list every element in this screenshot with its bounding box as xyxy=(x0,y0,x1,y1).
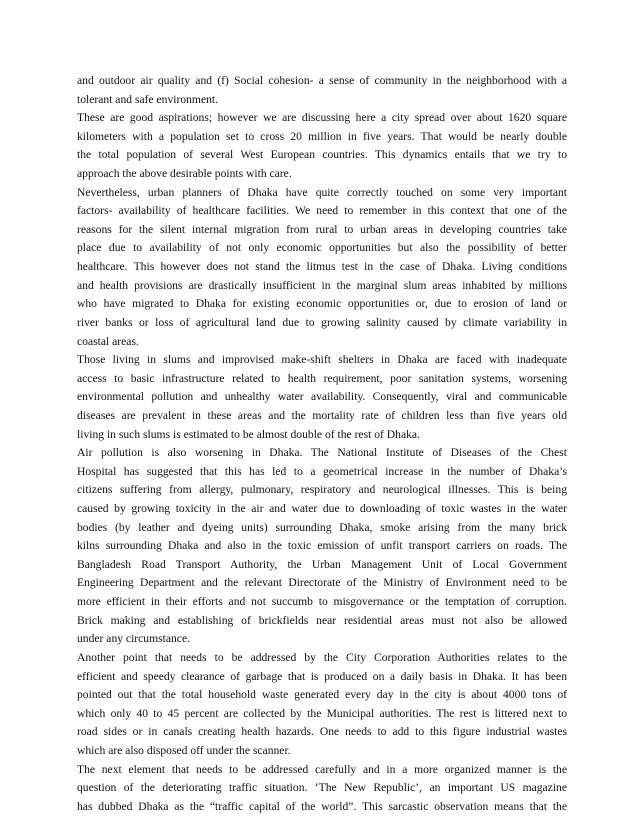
text-line: healthcare. This however does not stand the litmus test in the case of Dhaka. Living conditions xyxy=(77,260,567,274)
text-line: Hospital has suggested that this has led to a geometrical increase in the number of Dhaka’s xyxy=(77,464,567,478)
text-line: which are also disposed off under the scanner. xyxy=(77,743,291,757)
text-line: citizens suffering from allergy, pulmonary, respiratory and neurological illnesses. This is being xyxy=(77,483,567,497)
text-line: Engineering Department and the relevant Directorate of the Ministry of Environment need to be xyxy=(77,576,567,590)
text-line: reasons for the silent internal migration from rural to urban areas in developing countries take xyxy=(77,222,567,236)
text-line: caused by growing toxicity in the air and water due to downloading of toxic wastes in the water xyxy=(77,502,567,516)
text-line: river banks or loss of agricultural land due to growing salinity caused by climate variability in xyxy=(77,315,567,329)
text-line: Brick making and establishing of brickfields near residential areas must not also be allowed xyxy=(77,613,567,627)
text-line: tolerant and safe environment. xyxy=(77,92,219,106)
text-line: road sides or in canals creating health hazards. One needs to add to this figure industrial wastes xyxy=(77,725,567,739)
text-line: coastal areas. xyxy=(77,334,139,348)
text-line: factors- availability of healthcare facilities. We need to remember in this context that one of the xyxy=(77,204,567,218)
text-line: access to basic infrastructure related to health requirement, poor sanitation systems, worsening xyxy=(77,371,567,385)
text-line: diseases are prevalent in these areas and the mortality rate of children less than five years old xyxy=(77,408,567,422)
text-line: and outdoor air quality and (f) Social cohesion- a sense of community in the neighborhood with a xyxy=(77,74,567,87)
text-line: Another point that needs to be addressed by the City Corporation Authorities relates to the xyxy=(77,650,567,664)
text-line: efficient and speedy clearance of garbage that is produced on a daily basis in Dhaka. It has been xyxy=(77,669,567,683)
text-line: pointed out that the total household waste generated every day in the city is about 4000 tons of xyxy=(77,688,567,702)
text-line: question of the deteriorating traffic situation. ‘The New Republic’, an important US magazine xyxy=(77,781,567,795)
text-line: Air pollution is also worsening in Dhaka. The National Institute of Diseases of the Chest xyxy=(77,446,567,460)
text-line: Those living in slums and improvised make-shift shelters in Dhaka are faced with inadequate xyxy=(77,353,567,367)
text-line: living in such slums is estimated to be almost double of the rest of Dhaka. xyxy=(77,427,420,441)
text-line: kilometers with a population set to cross 20 million in five years. That would be nearly double xyxy=(77,129,567,143)
text-line: approach the above desirable points with care. xyxy=(77,167,292,181)
text-line: Bangladesh Road Transport Authority, the Urban Management Unit of Local Government xyxy=(77,557,567,571)
text-line: under any circumstance. xyxy=(77,632,190,646)
text-line: These are good aspirations; however we are discussing here a city spread over about 1620 square xyxy=(77,111,567,125)
text-line: more efficient in their efforts and not succumb to misgovernance or the temptation of corruption. xyxy=(77,595,567,609)
text-line: Nevertheless, urban planners of Dhaka have quite correctly touched on some very important xyxy=(77,185,567,199)
body-text xyxy=(77,72,567,816)
text-line: environmental pollution and unhealthy water availability. Consequently, viral and communicable xyxy=(77,390,567,404)
text-line: the total population of several West European countries. This dynamics entails that we try to xyxy=(77,148,567,162)
text-line: The next element that needs to be addressed carefully and in a more organized manner is the xyxy=(77,762,567,776)
text-line: bodies (by leather and dyeing units) surrounding Dhaka, smoke arising from the many brick xyxy=(77,520,567,534)
text-line: place due to availability of not only economic opportunities but also the possibility of better xyxy=(77,241,567,255)
text-line: and health provisions are drastically insufficient in the marginal slum areas inhabited by millions xyxy=(77,278,567,292)
text-line: has dubbed Dhaka as the “traffic capital of the world”. This sarcastic observation means that the xyxy=(77,799,567,813)
text-line: who have migrated to Dhaka for existing economic opportunities or, due to erosion of land or xyxy=(77,297,567,311)
text-line: which only 40 to 45 percent are collected by the Municipal authorities. The rest is littered next to xyxy=(77,706,567,720)
text-line: kilns surrounding Dhaka and also in the toxic emission of unfit transport carriers on roads. The xyxy=(77,539,567,553)
